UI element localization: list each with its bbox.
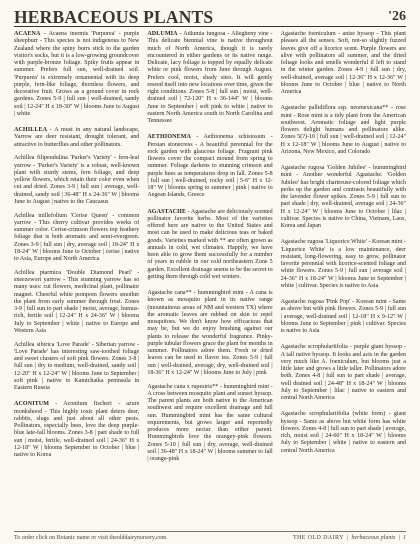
plant-entry — [14, 342, 139, 393]
plant-entry — [14, 401, 139, 459]
footer-right: THE OLD DAIRY | herbaceous plants | 1 — [292, 535, 406, 541]
page-number: 1 — [403, 535, 406, 541]
plant-description: - Acaena inermis 'Purpurea' - purple sheepburr - This species is not indigenous to New Zealand where the spiny burrs stick to the garden visitor's socks, but it is a low-growing groundcover with purple-bronze foliage. Spiky fruits appear in summer. Prefers full sun, well-drained soil. 'Purpurea' is extremely ornamental with its deep purple, fern-like foliage, thornless flowers, and decorative fruit. Grows as a ground cover in rock gardens. Zones 5-9 | full sun | well-drained, sandy soil | 12-24" H x 18-30" W | blooms June to August | white — [14, 31, 140, 117]
plant-description: Achillea sibirica 'Love Parade' - Siberian yarrow - 'Love Parade' has interesting saw-toothed foliage and sweet clusters of soft pink flowers. Zones 3-8 | full sun | dry to medium, well-drained, sandy soil | 12-20" H x 12-24" W | blooms June to September | soft pink | native to Kamtchatka peninsula in Eastern Russia — [14, 341, 140, 391]
plant-entry — [14, 213, 139, 264]
genus-name[interactable]: ACONITUM — [14, 401, 50, 408]
plant-description: Agastache cana** - hummingbird mint - A cana is known as mosquito plant in its native range (mountainous areas of NM and western TX) where the aromatic leaves are rubbed on skin to repel mosquitoes. We don't know how efficacious that may be, but we do enjoy brushing against our plants to release the wonderful fragrance. Pinky-purple tubular flowers grace the plant for months in summer. Pollinators adore them. Fresh or dried leaves can be used to flavor tea. Zones 5-9 | full sun | well-drained, average, dry, well-drained soil | 18-36" H x 12-24" W | blooms June to July | pink — [147, 290, 273, 376]
footer-section: herbaceous plants — [351, 535, 396, 541]
plant-entry — [14, 127, 139, 149]
plant-entry — [281, 411, 406, 455]
plant-description: - Aethionema schistosum - Persian stonecress - A beautiful perennial for the rock garden with glaucous foliage. Fragrant pink flowers cover the compact mound from spring to summer. Foliage darkens to stunning crimson and purple hues as temperatures drop in fall. Zones 5-8 | full sun | well-drained, rocky soil | 5-6" H x 12-18" W | blooms spring to summer | pink | native to Aegean Islands, Greece — [147, 134, 273, 199]
catalog-column-3 — [281, 31, 406, 525]
catalog-column-2 — [147, 31, 272, 525]
plant-description: Agastache pallidiflora ssp. neomexicana** - rose mint - Rose mint is a tidy plant from the American southwest. Aromatic foliage and light purple flowers delight humans and pollinators alike. Zones 5(?)-10 | full sun | well-drained soil | 12-24" H x 12-18" W | blooms June to August | native to Arizona, New Mexico, and Colorado — [280, 105, 406, 155]
plant-description: Achillea millefolium 'Cerise Queen' - common yarrow - This cherry cultivar provides weeks of summer color. Cerise-crimson flowers top feathery foliage that is both aromatic and semi-evergreen. Zones 3-9 | full sun | dry, average soil | 18-24" H x 18-24" W | blooms June to October | cerise | native to Asia, Europe and North America — [14, 212, 140, 262]
plant-description: Agastache rugosa 'Golden Jubilee' - hummingbird mint - Another wonderful Agastache. 'Golden Jubilee' has bright chartreuse-colored foliage which perks up the garden and contrasts beautifully with the lavender flower spikes. Zones 5-9 | full sun to part shade | dry, well-drained, average soil | 24-36" H x 12-24" W | blooms June to October | lilac | cultivar. Species is native to China, Vietnam, Laos, Korea and Japan — [280, 165, 406, 229]
genus-name[interactable]: AETHIONEMA — [147, 134, 191, 141]
catalog-column-1 — [14, 31, 139, 525]
order-note[interactable]: To order click on Botanic name or visit theolddairynursery.com — [14, 535, 167, 541]
plant-description: - Aconitum fischeri - azure monkshood - This highly toxic plant deters deer, rabbits, slugs and just about all other pests. Pollinators, especially bees, love the deep purple-blue late-fall blooms. Zones 3-8 | part shade to full sun | moist, fertile, well-drained soil | 24-36" H x 12-18" W | blooms September to October | blue | native to Korea — [14, 401, 140, 458]
plant-entry — [14, 31, 139, 118]
plant-entry — [147, 290, 272, 377]
plant-description: - Adlumia fungosa - Allegheny vine - This delicate biennial vine is native throughout much of North America, though it is rarely encountered in either gardens or its native range. Delicate, lacy foliage is topped by equally delicate white or pink flowers from June through August. Prefers cool, moist, shady sites. It will gently reseed itself into new locations over time, given the right conditions. Zones 5-8 | full sun | moist, well-drained soil | 72-120" H x 36-144" W | blooms June to September | soft pink to white | native to eastern North America south to North Carolina and Tennessee — [147, 31, 273, 124]
genus-name[interactable]: ADLUMIA — [147, 31, 178, 37]
plant-entry — [281, 299, 406, 335]
plant-description: Agastache rugosa 'Pink Pop' - Korean mint - Same as above but with pink flowers. Zones 5-9 | full sun | average, well-drained soil | 12-18" H x 9-12" W | blooms June to September | pink | cultivar. Species is native to Asia — [280, 299, 406, 334]
genus-name[interactable]: AGASTACHE — [147, 208, 187, 215]
plant-entry — [147, 134, 272, 199]
plant-entry — [281, 31, 406, 96]
plant-description: - A must in any natural landscape, Yarrow are deer resistant, drought tolerant, and attractive to butterflies and other pollinators. — [14, 127, 140, 148]
plant-entry — [147, 384, 272, 464]
brand-name: THE OLD DAIRY — [292, 535, 344, 541]
plant-entry — [281, 344, 406, 402]
plant-description: Agastache scrophulariifolia (white form) - giant hyssop - Same as above but white form has white flowers. Zones 4-8 | full sun to part shade | average, rich, moist soil | 24-60" H x 18-24" W | blooms July to September | white | native to eastern and central North America — [280, 411, 406, 454]
page-header — [14, 4, 406, 27]
plant-entry — [147, 31, 272, 125]
plant-description: Agastache rugosa 'Liquorice White' - Korean mint - 'Liquorice White' is a low maintenance, deer resistant, long-flowering, easy to grow, pollinator favorite perennial with licorice-scented foliage and white flowers. Zones 5-9 | full sun | average soil | 24-36" H x 18-24" W | blooms June to September | white | cultivar. Species is native to Asia — [280, 239, 406, 289]
plant-entry — [147, 209, 272, 282]
plant-entry — [14, 270, 139, 335]
plant-description: Agastache scrophulariifolia - purple giant hyssop - A tall native hyssop. It looks and acts in the garden very much like A. foeniculum, but blooms just a little later and grows a little taller. Pollinators adore both. Zones 4-8 | full sun to part shade | average, well drained soil | 24-48" H x 18-24" W | blooms July to September | lilac | native to eastern and central North America — [280, 344, 406, 401]
plant-entry — [281, 165, 406, 230]
page-footer — [14, 531, 406, 544]
plant-description: Achillea filipendulina 'Parker's Variety' - fern-leaf yarrow - 'Parker's Variety' is a robust, well-known plant with sturdy stems, fern foliage, and deep yellow flowers, which retain their color even when cut and dried. Zones 3-9 | full sun | average, well-drained, sandy soil | 36-48" H x 24-36" W | blooms June to August | native to the Caucasus — [14, 155, 140, 205]
season-year: '26 — [388, 9, 406, 24]
section-title: HERBACEOUS PLANTS — [14, 7, 214, 27]
plant-entry — [281, 105, 406, 156]
plant-description: - Agastache are deliciously scented pollinator favorite herbs. Most of the varieties offered here are native to the United States and most can be used to make delicious teas or baked goods. Varieties marked with ** are often grown as annuals in cold, wet climates. Happily, we have been able to grow them successfully for a number of years in rubble in our cold northeastern Zone 5 garden. Excellent drainage seems to be the secret to getting them through cold wet winters. — [147, 208, 273, 280]
plant-description: Agastache cana x rupestris** - hummingbird mint - A cross between mosquito plant and sunset hyssop. The parent plants are both native to the American southwest and require excellent drainage and full sun. Hummingbird mint has the same cultural requirements, but grows larger and reportedly produces more nectar than either parent. Hummingbirds love the orangey-pink flowers. Zones 5-10 | full sun | dry, average, well-drained soil | 36-48" H x 18-24" W | blooms summer to fall | orange-pink — [147, 383, 273, 462]
plant-description: Achillea ptarmica 'Double Diamond Pearl' - sneezewort yarrow - This stunning yarrow has so many uses: cut flowers, medicinal plant, pollinator magnet. Cheerful white pompom flowers smother the plant from early summer through frost. Zones 3-9 | full sun to part shade | moist, average, humus-rich, fertile soil | 12-24" H x 24-36" W | blooms July to September | white | native to Europe and Western Asia — [14, 269, 140, 334]
plant-description: Agastache foeniculum - anise hyssop - This plant pleases all the senses. Soft, not-so slightly fuzzed leaves give off a licorice scent. Purple flowers are alive with pollinators all summer, and the dried foliage looks and smells wonderful if left to stand in the winter garden. Zones 4-9 | full sun | dry, well-drained, average soil | 12-36" H x 12-36" W | blooms June to October | blue | native to North America — [280, 31, 406, 95]
genus-name[interactable]: ACAENA — [14, 31, 41, 37]
genus-name[interactable]: ACHILLEA — [14, 127, 48, 133]
catalog-columns — [14, 31, 406, 525]
plant-entry — [14, 155, 139, 206]
plant-entry — [281, 239, 406, 290]
